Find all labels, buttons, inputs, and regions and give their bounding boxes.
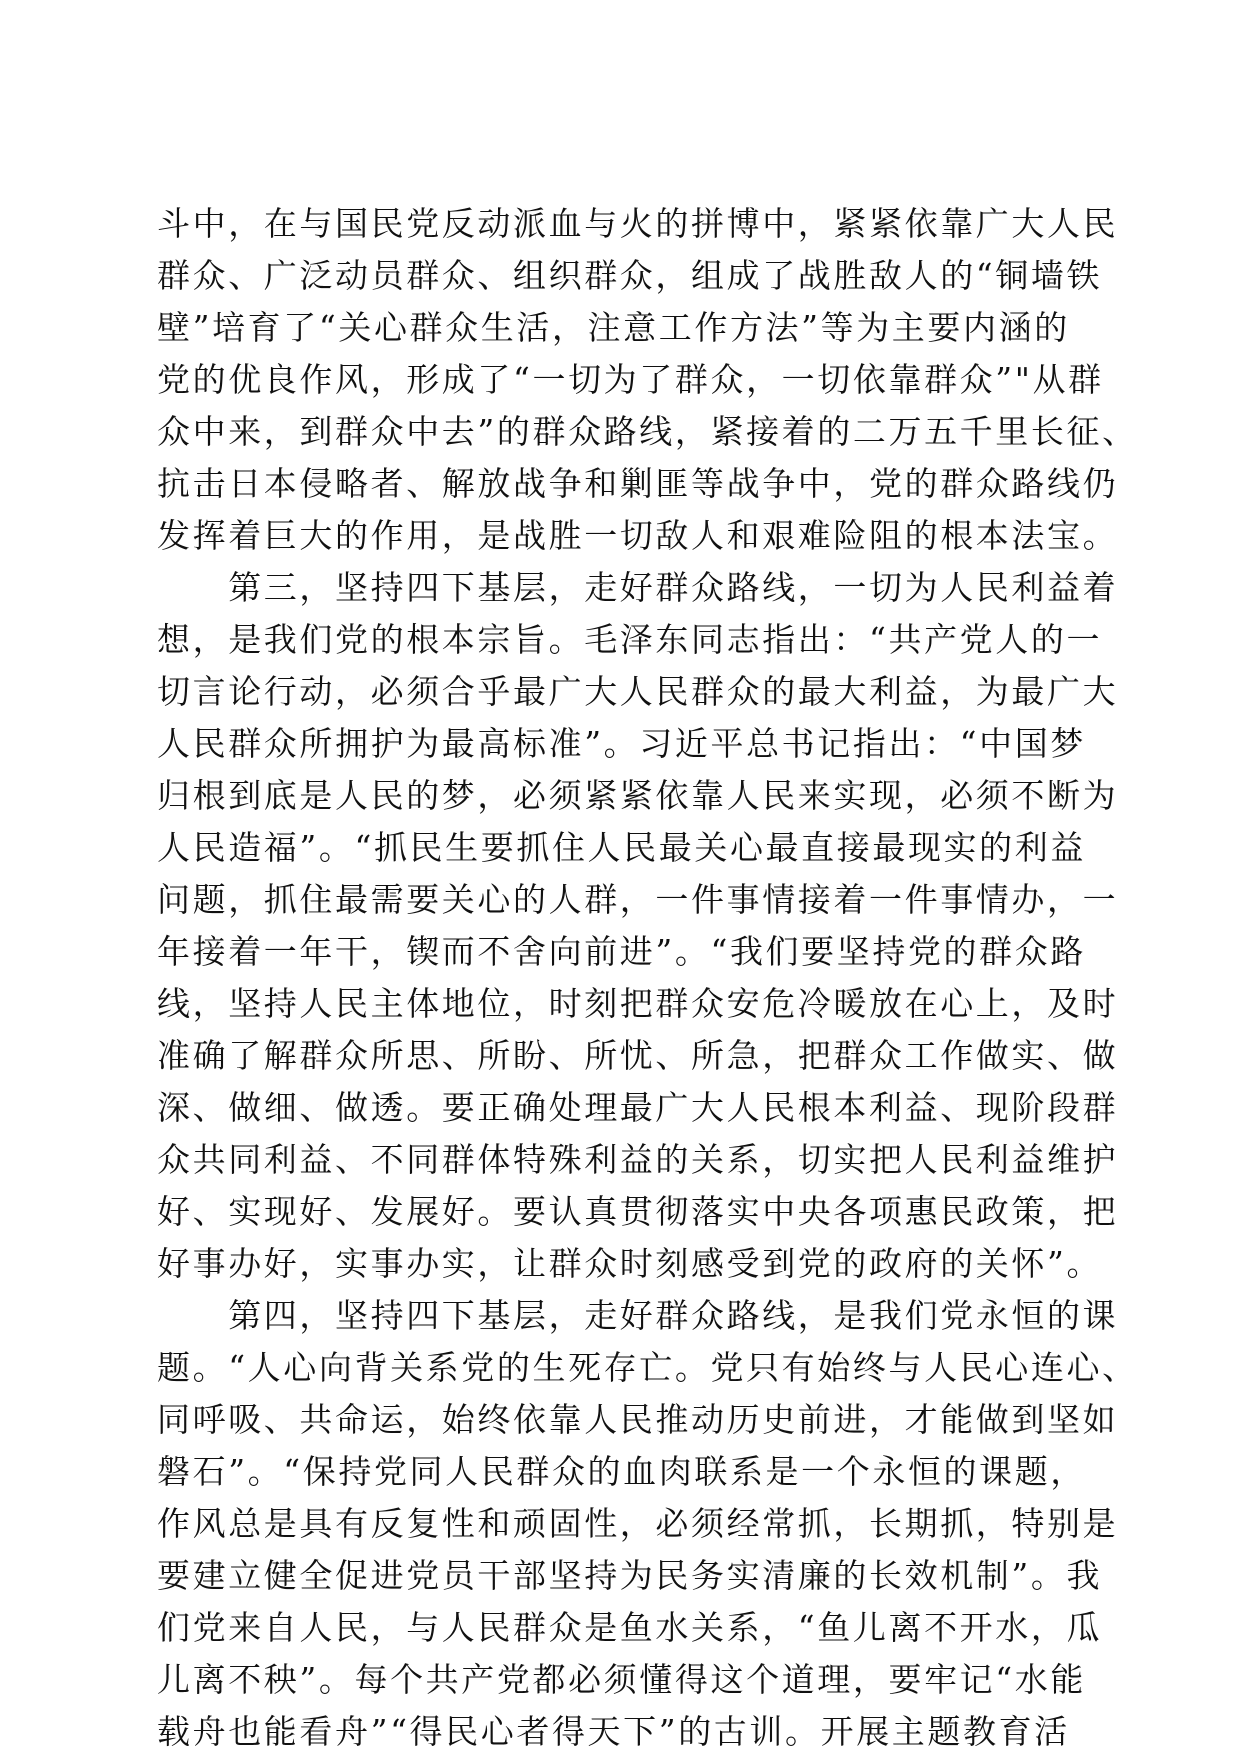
body-text bbox=[157, 198, 1138, 1758]
text-line: 深、做细、做透。要正确处理最广大人民根本利益、现阶段群 bbox=[157, 1088, 1119, 1127]
text-line: 党的优良作风，形成了“一切为了群众，一切依靠群众”"从群 bbox=[157, 360, 1104, 399]
text-line: 好、实现好、发展好。要认真贯彻落实中央各项惠民政策，把 bbox=[157, 1192, 1119, 1231]
text-line: 抗击日本侵略者、解放战争和剿匪等战争中，党的群众路线仍 bbox=[157, 464, 1119, 503]
text-line: 准确了解群众所思、所盼、所忧、所急，把群众工作做实、做 bbox=[157, 1036, 1119, 1075]
text-line: 要建立健全促进党员干部坚持为民务实清廉的长效机制”。我 bbox=[157, 1556, 1103, 1595]
paragraph-start-line: 第三，坚持四下基层，走好群众路线，一切为人民利益着 bbox=[157, 568, 1119, 607]
text-line: 年接着一年干，锲而不舍向前进”。“我们要坚持党的群众路 bbox=[157, 932, 1086, 971]
text-line: 众中来，到群众中去”的群众路线，紧接着的二万五千里长征、 bbox=[157, 412, 1138, 451]
text-line: 载舟也能看舟”“得民心者得天下”的古训。开展主题教育活 bbox=[157, 1712, 1070, 1751]
paragraph-start-line: 第四，坚持四下基层，走好群众路线，是我们党永恒的课 bbox=[157, 1296, 1119, 1335]
text-line: 发挥着巨大的作用，是战胜一切敌人和艰难险阻的根本法宝。 bbox=[157, 516, 1119, 555]
text-line: 作风总是具有反复性和顽固性，必须经常抓，长期抓，特别是 bbox=[157, 1504, 1119, 1543]
text-line: 众共同利益、不同群体特殊利益的关系，切实把人民利益维护 bbox=[157, 1140, 1119, 1179]
text-line: 群众、广泛动员群众、组织群众，组成了战胜敌人的“铜墙铁 bbox=[157, 256, 1103, 295]
text-line: 线，坚持人民主体地位，时刻把群众安危冷暖放在心上，及时 bbox=[157, 984, 1119, 1023]
text-line: 同呼吸、共命运，始终依靠人民推动历史前进，才能做到坚如 bbox=[157, 1400, 1119, 1439]
text-line: 壁”培育了“关心群众生活，注意工作方法”等为主要内涵的 bbox=[157, 308, 1070, 347]
text-line: 斗中，在与国民党反动派血与火的拼博中，紧紧依靠广大人民 bbox=[157, 204, 1119, 243]
text-line: 磐石”。“保持党同人民群众的血肉联系是一个永恒的课题， bbox=[157, 1452, 1086, 1491]
text-line: 好事办好，实事办实，让群众时刻感受到党的政府的关怀”。 bbox=[157, 1244, 1103, 1283]
text-line: 人民群众所拥护为最高标准”。习近平总书记指出：“中国梦 bbox=[157, 724, 1086, 763]
text-line: 切言论行动，必须合乎最广大人民群众的最大利益，为最广大 bbox=[157, 672, 1119, 711]
text-line: 儿离不秧”。每个共产党都必须懂得这个道理，要牢记“水能 bbox=[157, 1660, 1086, 1699]
text-line: 问题，抓住最需要关心的人群，一件事情接着一件事情办，一 bbox=[157, 880, 1119, 919]
text-line: 想，是我们党的根本宗旨。毛泽东同志指出：“共产党人的一 bbox=[157, 620, 1103, 659]
text-line: 题。“人心向背关系党的生死存亡。党只有始终与人民心连心、 bbox=[157, 1348, 1138, 1387]
text-line: 们党来自人民，与人民群众是鱼水关系，“鱼儿离不开水，瓜 bbox=[157, 1608, 1103, 1647]
text-line: 人民造福”。“抓民生要抓住人民最关心最直接最现实的利益 bbox=[157, 828, 1086, 867]
text-line: 归根到底是人民的梦，必须紧紧依靠人民来实现，必须不断为 bbox=[157, 776, 1119, 815]
